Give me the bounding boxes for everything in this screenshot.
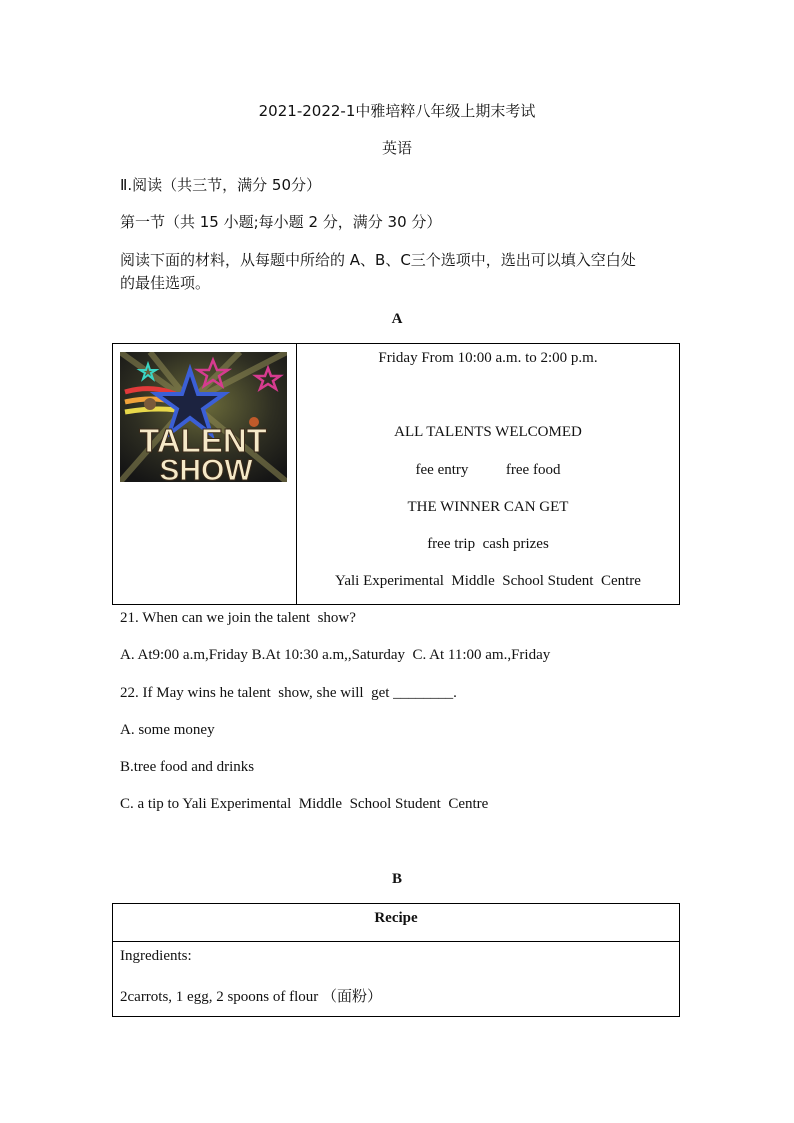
ingredients-line: 2carrots, 1 egg, 2 spoons of flour （面粉） (120, 989, 383, 1005)
exam-title: 2021-2022-1中雅培粹八年级上期末考试 (258, 102, 536, 120)
show-time: Friday From 10:00 a.m. to 2:00 p.m. (378, 350, 598, 366)
instruction-line-1: 阅读下面的材料，从每题中所给的 A、B、C三个选项中，选出可以填入空白处 (120, 251, 636, 269)
subject-title: 英语 (381, 139, 412, 157)
recipe-title: Recipe (374, 910, 418, 926)
winner-heading: THE WINNER CAN GET (407, 499, 569, 515)
question-22-option-a: A. some money (120, 722, 215, 738)
question-21-stem: 21. When can we join the talent show? (120, 610, 356, 626)
question-21-options: A. At9:00 a.m,Friday B.At 10:30 a.m,,Saturday C. At 11:00 am.,Friday (120, 647, 551, 663)
poster-word-1: TALENT (139, 422, 267, 459)
recipe-table (112, 903, 680, 1017)
talent-show-poster (120, 352, 287, 482)
talent-show-poster-image (120, 352, 287, 482)
passage-b-label: B (391, 871, 402, 887)
venue: Yali Experimental Middle School Student Centre (335, 573, 641, 589)
poster-word-2: SHOW (159, 454, 253, 482)
question-22-stem: 22. If May wins he talent show, she will get ________. (120, 685, 457, 701)
part-heading: 第一节（共 15 小题;每小题 2 分，满分 30 分） (120, 213, 442, 231)
instruction-line-2: 的最佳选项。 (120, 274, 211, 292)
prizes: free trip cash prizes (427, 536, 549, 552)
question-22-option-c: C. a tip to Yali Experimental Middle School Student Centre (120, 796, 489, 812)
recipe-table-rule (113, 941, 679, 942)
question-22-option-b: B.tree food and drinks (120, 759, 255, 775)
ingredients-label: Ingredients: (120, 948, 192, 964)
passage-a-label: A (391, 311, 403, 327)
talents-welcomed: ALL TALENTS WELCOMED (394, 424, 582, 440)
entry-and-food: fee entry free food (415, 462, 561, 478)
show-info-cell (297, 344, 679, 604)
talent-show-table (112, 343, 680, 605)
section-heading: Ⅱ.阅读（共三节，满分 50分） (120, 176, 322, 194)
